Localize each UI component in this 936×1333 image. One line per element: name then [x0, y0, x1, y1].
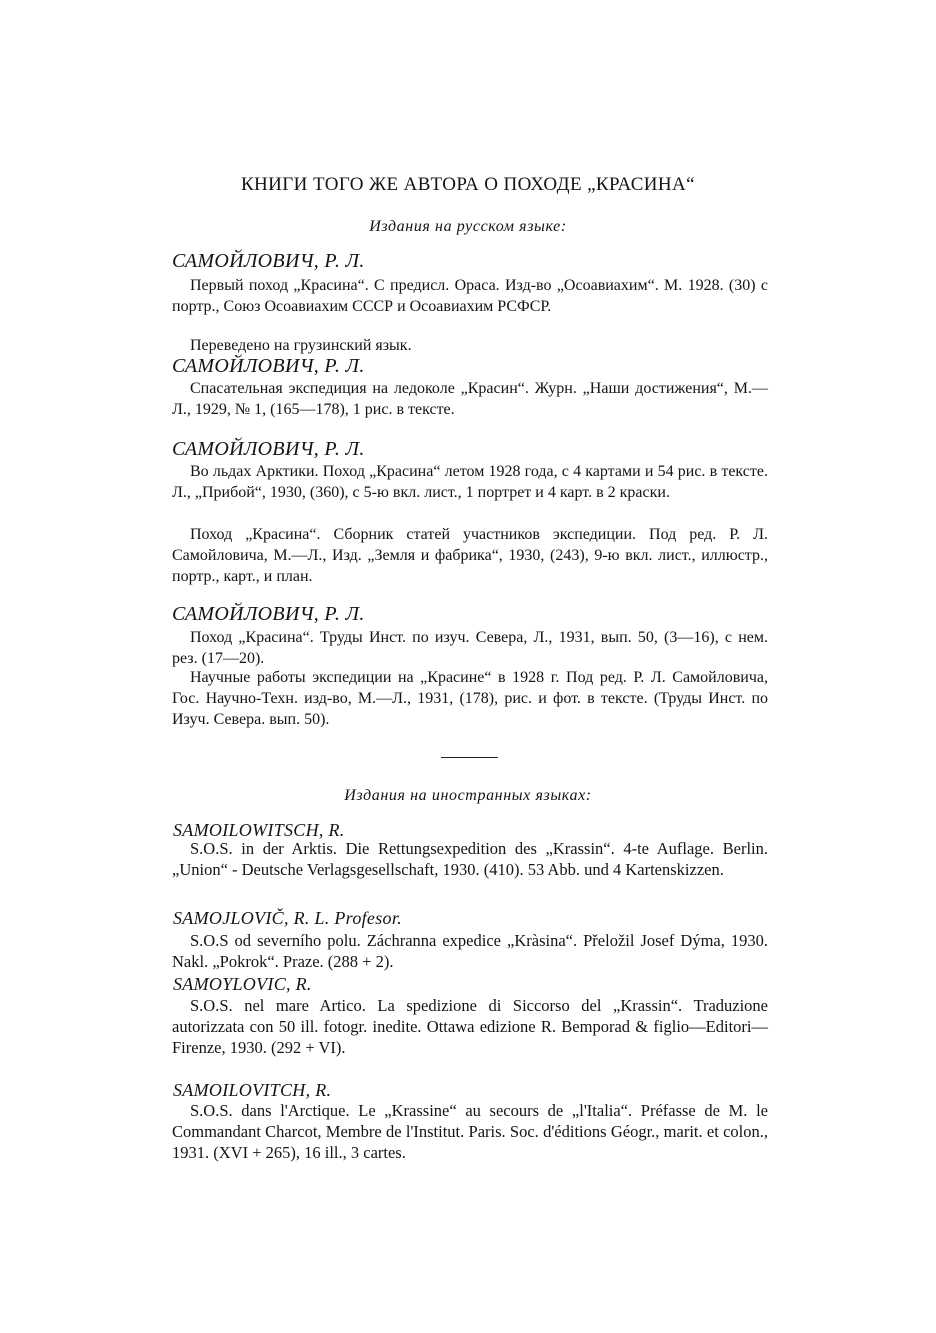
entry-description: Поход „Красина“. Труды Инст. по изуч. Севера, Л., 1931, вып. 50, (3—16), с нем. рез. (17—20).: [172, 629, 768, 667]
entry-author: САМОЙЛОВИЧ, Р. Л.: [172, 250, 365, 272]
entry-description: Спасательная экспедиция на ледоколе „Красин“. Журн. „Наши достижения“, М.—Л., 1929, № 1, (165—178), 1 рис. в тексте.: [172, 380, 768, 418]
entry-description: S.O.S. nel mare Artico. La spedizione di Siccorso del „Krassin“. Traduzione autorizzata con 50 ill. fotogr. inedite. Ottawa edizione R. Bemporad & figlio—Editori—Firenze, 1930. (292 + VI).: [172, 996, 768, 1057]
entry-description: Первый поход „Красина“. С предисл. Ораса. Изд-во „Осоавиахим“. М. 1928. (30) с портр., Союз Осоавиахим СССР и Осоавиахим РСФСР.: [172, 277, 768, 315]
page-title: КНИГИ ТОГО ЖЕ АВТОРА О ПОХОДЕ „КРАСИНА“: [240, 174, 695, 195]
entry-author: САМОЙЛОВИЧ, Р. Л.: [172, 603, 365, 625]
section-divider: [441, 757, 498, 758]
entry-author: SAMOJLOVIČ, R. L. Profesor.: [173, 908, 402, 928]
entry-description: Поход „Красина“. Сборник статей участников экспедиции. Под ред. Р. Л. Самойловича, М.—Л., Изд. „Земля и фабрика“, 1930, (243), 9-ю вкл. лист., иллюстр., портр., карт., и план.: [172, 526, 768, 585]
russian-editions-heading: Издания на русском языке:: [369, 218, 567, 235]
entry-description: S.O.S od severního polu. Záchranna expedice „Kràsina“. Přeložil Josef Dýma, 1930. Nakl. „Pokrok“. Praze. (288 + 2).: [172, 931, 768, 971]
entry-description: Во льдах Арктики. Поход „Красина“ летом 1928 года, с 4 картами и 54 рис. в тексте. Л., „Прибой“, 1930, (360), с 5-ю вкл. лист., 1 портрет и 4 карт. в 2 краски.: [172, 463, 768, 501]
entry-description: S.O.S. dans l'Arctique. Le „Krassine“ au secours de „l'Italia“. Préfasse de M. le Commandant Charcot, Membre de l'Institut. Paris. Soc. d'éditions Géogr., marit. et colon., 1931. (XVI + 265), 16 ill., 3 cartes.: [172, 1101, 768, 1162]
entry-author: САМОЙЛОВИЧ, Р. Л.: [172, 355, 365, 377]
entry-author: SAMOILOVITCH, R.: [173, 1080, 332, 1100]
foreign-editions-heading: Издания на иностранных языках:: [344, 787, 592, 804]
entry-description: S.O.S. in der Arktis. Die Rettungsexpedition des „Krassin“. 4-te Auflage. Berlin. „Union“ - Deutsche Verlagsgesellschaft, 1930. (410). 53 Abb. und 4 Kartenskizzen.: [172, 839, 768, 879]
entry-note: Переведено на грузинский язык.: [190, 337, 412, 354]
entry-description: Научные работы экспедиции на „Красине“ в 1928 г. Под ред. Р. Л. Самойловича, Гос. Научно-Техн. изд-во, М.—Л., 1931, (178), рис. и фот. в тексте. (Труды Инст. по Изуч. Севера. вып. 50).: [172, 669, 768, 728]
entry-author: САМОЙЛОВИЧ, Р. Л.: [172, 438, 365, 460]
entry-author: SAMOYLOVIC, R.: [173, 974, 312, 994]
entry-author: SAMOILOWITSCH, R.: [173, 820, 345, 840]
